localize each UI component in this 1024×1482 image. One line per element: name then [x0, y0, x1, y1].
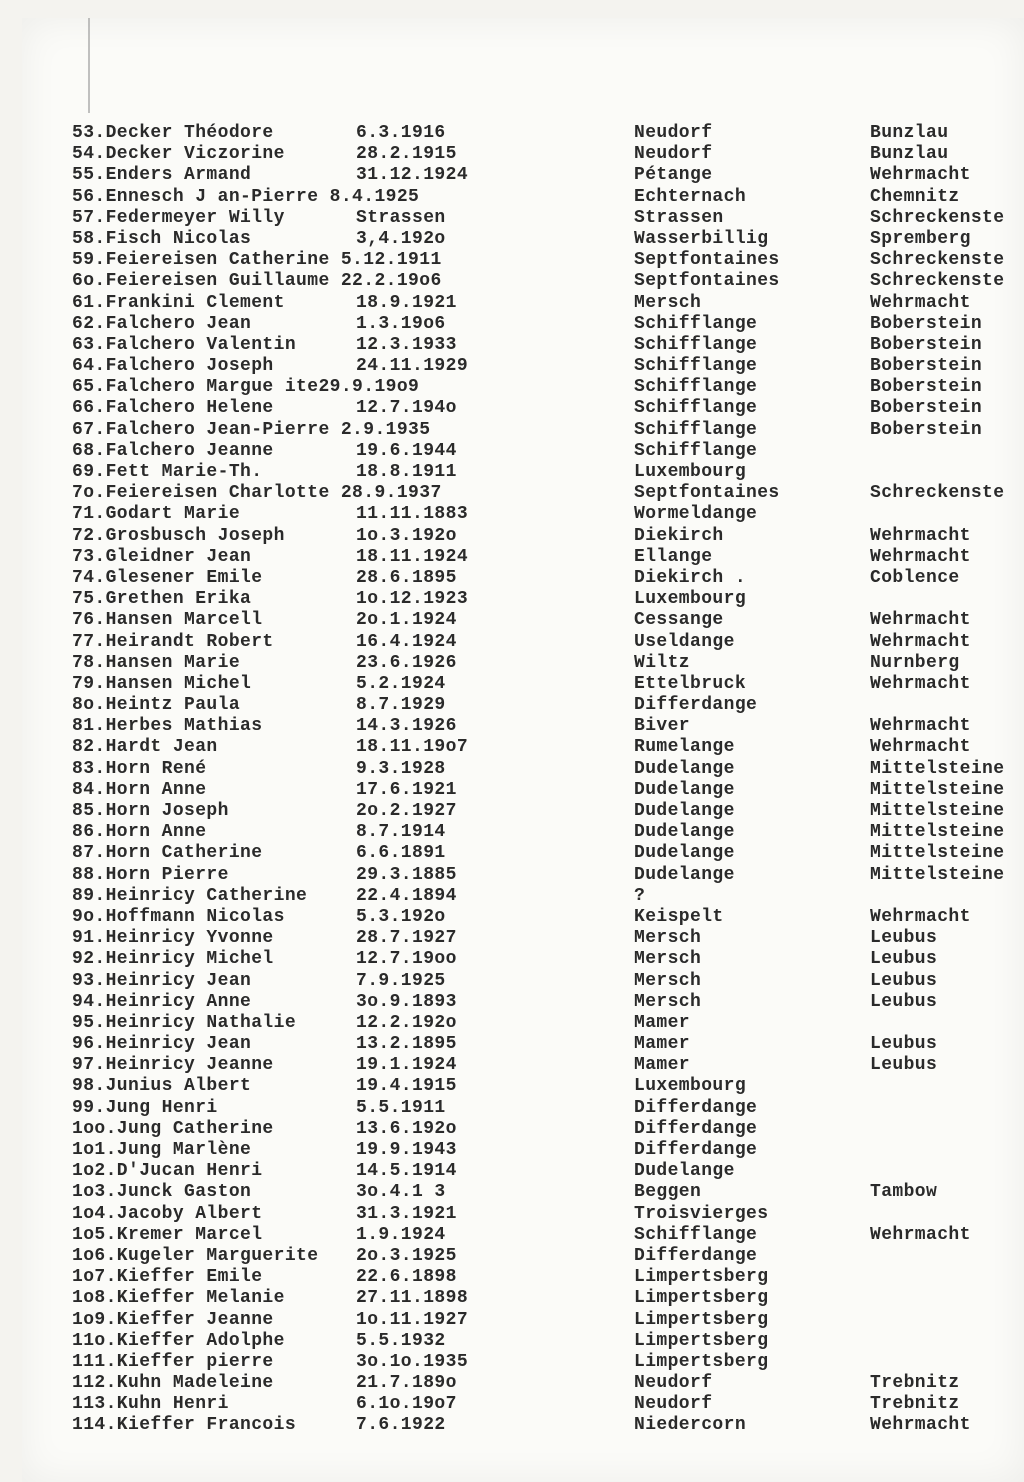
row-date: 7.9.1925	[356, 970, 446, 991]
row-name: 1o4.Jacoby Albert	[72, 1203, 263, 1224]
row-dest: Nurnberg	[870, 652, 960, 673]
row-place: Differdange	[634, 1245, 758, 1266]
row-name: 86.Horn Anne	[72, 822, 207, 843]
list-row	[22, 971, 1024, 992]
row-place: Septfontaines	[634, 250, 780, 271]
row-dest: Mittelsteine	[870, 822, 1005, 843]
row-name: 6o.Feiereisen Guillaume 22.2.19o6	[72, 271, 442, 292]
row-name: 66.Falchero Helene	[72, 398, 274, 419]
row-place: Dudelange	[634, 864, 735, 885]
row-dest: Bunzlau	[870, 144, 949, 165]
row-date: 17.6.1921	[356, 779, 457, 800]
list-row	[22, 822, 1024, 843]
row-dest: Mittelsteine	[870, 843, 1005, 864]
row-date: 19.6.1944	[356, 440, 457, 461]
row-dest: Mittelsteine	[870, 779, 1005, 800]
row-name: 1o5.Kremer Marcel	[72, 1224, 263, 1245]
row-date: 18.9.1921	[356, 292, 457, 313]
row-name: 57.Federmeyer Willy	[72, 207, 285, 228]
row-dest: Boberstein	[870, 377, 983, 398]
row-place: Limpertsberg	[634, 1330, 769, 1351]
list-row	[22, 949, 1024, 970]
row-name: 71.Godart Marie	[72, 504, 241, 525]
row-place: Schifflange	[634, 313, 758, 334]
row-name: 112.Kuhn Madeleine	[72, 1373, 274, 1394]
row-date: 8.7.1929	[356, 695, 446, 716]
list-row	[22, 886, 1024, 907]
row-name: 84.Horn Anne	[72, 779, 207, 800]
list-row	[22, 737, 1024, 758]
row-date: 28.2.1915	[356, 144, 457, 165]
row-name: 11o.Kieffer Adolphe	[72, 1330, 285, 1351]
row-date: 3o.4.1 3	[356, 1182, 446, 1203]
list-row	[22, 1373, 1024, 1394]
list-row	[22, 1246, 1024, 1267]
row-name: 79.Hansen Michel	[72, 673, 252, 694]
row-place: Differdange	[634, 695, 758, 716]
row-place: Troisvierges	[634, 1203, 769, 1224]
row-place: Wasserbillig	[634, 228, 769, 249]
row-date: 2o.1.1924	[356, 610, 457, 631]
row-dest: Chemnitz	[870, 186, 960, 207]
row-name: 75.Grethen Erika	[72, 589, 252, 610]
row-dest: Leubus	[870, 928, 938, 949]
row-dest: Boberstein	[870, 334, 983, 355]
row-name: 78.Hansen Marie	[72, 652, 241, 673]
row-place: Dudelange	[634, 779, 735, 800]
row-dest: Mittelsteine	[870, 864, 1005, 885]
row-place: Echternach	[634, 186, 747, 207]
binding-mark	[88, 18, 90, 113]
row-dest: Boberstein	[870, 313, 983, 334]
row-name: 63.Falchero Valentin	[72, 334, 297, 355]
row-place: Strassen	[634, 207, 724, 228]
row-name: 111.Kieffer pierre	[72, 1351, 274, 1372]
row-date: 8.7.1914	[356, 822, 446, 843]
row-place: Neudorf	[634, 123, 713, 143]
row-dest: Wehrmacht	[870, 165, 971, 186]
deportee-list	[22, 123, 1024, 1437]
row-date: 19.4.1915	[356, 1076, 457, 1097]
row-name: 91.Heinricy Yvonne	[72, 928, 274, 949]
row-name: 53.Decker Théodore	[72, 123, 274, 143]
row-date: 23.6.1926	[356, 652, 457, 673]
row-place: Dudelange	[634, 822, 735, 843]
row-date: 2o.2.1927	[356, 801, 457, 821]
row-dest: Wehrmacht	[870, 737, 971, 758]
row-dest: Tambow	[870, 1182, 938, 1203]
list-row	[22, 780, 1024, 801]
row-place: Schifflange	[634, 440, 758, 461]
list-row	[22, 144, 1024, 165]
list-row	[22, 1310, 1024, 1331]
row-name: 55.Enders Armand	[72, 165, 252, 186]
row-place: Cessange	[634, 610, 724, 631]
row-name: 83.Horn René	[72, 758, 207, 779]
row-name: 1o8.Kieffer Melanie	[72, 1288, 285, 1309]
row-date: 18.8.1911	[356, 462, 457, 482]
row-dest: Leubus	[870, 949, 938, 970]
row-date: 1.9.1924	[356, 1224, 446, 1245]
row-name: 87.Horn Catherine	[72, 843, 263, 864]
list-row	[22, 1161, 1024, 1182]
row-name: 76.Hansen Marcell	[72, 610, 263, 631]
row-dest: Schreckenste	[870, 207, 1005, 228]
row-name: 73.Gleidner Jean	[72, 546, 252, 567]
row-dest: Bunzlau	[870, 123, 949, 143]
row-dest: Wehrmacht	[870, 906, 971, 927]
row-place: Limpertsberg	[634, 1309, 769, 1330]
list-row	[22, 123, 1024, 144]
row-place: Mersch	[634, 928, 702, 949]
list-row	[22, 610, 1024, 631]
row-place: Mersch	[634, 970, 702, 991]
row-name: 1oo.Jung Catherine	[72, 1118, 274, 1139]
row-dest: Wehrmacht	[870, 292, 971, 313]
list-row	[22, 1013, 1024, 1034]
row-place: Dudelange	[634, 843, 735, 864]
row-name: 85.Horn Joseph	[72, 801, 229, 821]
row-place: Limpertsberg	[634, 1351, 769, 1372]
row-dest: Schreckenste	[870, 250, 1005, 271]
list-row	[22, 250, 1024, 271]
row-dest: Boberstein	[870, 356, 983, 377]
list-row	[22, 1288, 1024, 1309]
list-row	[22, 1182, 1024, 1203]
row-place: Dudelange	[634, 1161, 735, 1182]
row-name: 68.Falchero Jeanne	[72, 440, 274, 461]
row-dest: Wehrmacht	[870, 546, 971, 567]
row-name: 97.Heinricy Jeanne	[72, 1055, 274, 1076]
row-date: 21.7.189o	[356, 1373, 457, 1394]
list-row	[22, 674, 1024, 695]
row-dest: Mittelsteine	[870, 758, 1005, 779]
row-dest: Leubus	[870, 970, 938, 991]
row-dest: Wehrmacht	[870, 610, 971, 631]
row-date: 31.3.1921	[356, 1203, 457, 1224]
list-row	[22, 271, 1024, 292]
row-dest: Wehrmacht	[870, 631, 971, 652]
row-place: Mamer	[634, 1012, 691, 1033]
row-place: Diekirch .	[634, 567, 747, 588]
list-row	[22, 1140, 1024, 1161]
row-name: 64.Falchero Joseph	[72, 356, 274, 377]
row-dest: Trebnitz	[870, 1394, 960, 1415]
row-name: 1o1.Jung Marlène	[72, 1140, 252, 1160]
row-date: 14.5.1914	[356, 1161, 457, 1182]
row-place: Neudorf	[634, 1394, 713, 1415]
list-row	[22, 377, 1024, 398]
row-place: Dudelange	[634, 758, 735, 779]
list-row	[22, 462, 1024, 483]
list-row	[22, 526, 1024, 547]
row-date: 6.1o.19o7	[356, 1394, 457, 1415]
row-name: 99.Jung Henri	[72, 1097, 218, 1118]
row-dest: Wehrmacht	[870, 1224, 971, 1245]
row-name: 54.Decker Viczorine	[72, 144, 285, 165]
row-place: Wiltz	[634, 652, 691, 673]
row-name: 1o7.Kieffer Emile	[72, 1267, 263, 1288]
row-place: Biver	[634, 716, 691, 737]
list-row	[22, 547, 1024, 568]
row-dest: Wehrmacht	[870, 716, 971, 737]
row-date: 1o.3.192o	[356, 525, 457, 546]
row-date: 18.11.19o7	[356, 737, 469, 758]
list-row	[22, 1098, 1024, 1119]
list-row	[22, 632, 1024, 653]
row-place: Dudelange	[634, 801, 735, 821]
row-name: 1o3.Junck Gaston	[72, 1182, 252, 1203]
list-row	[22, 1415, 1024, 1436]
list-row	[22, 293, 1024, 314]
row-date: Strassen	[356, 207, 446, 228]
row-date: 1o.12.1923	[356, 589, 469, 610]
row-place: Limpertsberg	[634, 1288, 769, 1309]
row-place: Diekirch	[634, 525, 724, 546]
row-place: Ellange	[634, 546, 713, 567]
list-row	[22, 992, 1024, 1013]
row-place: Mersch	[634, 991, 702, 1012]
row-date: 13.2.1895	[356, 1034, 457, 1055]
row-date: 7.6.1922	[356, 1415, 446, 1436]
row-date: 11.11.1883	[356, 504, 469, 525]
row-date: 6.3.1916	[356, 123, 446, 143]
row-date: 12.3.1933	[356, 334, 457, 355]
row-name: 94.Heinricy Anne	[72, 991, 252, 1012]
row-date: 9.3.1928	[356, 758, 446, 779]
list-row	[22, 356, 1024, 377]
row-date: 12.7.19oo	[356, 949, 457, 970]
list-row	[22, 843, 1024, 864]
row-name: 77.Heirandt Robert	[72, 631, 274, 652]
row-name: 93.Heinricy Jean	[72, 970, 252, 991]
row-name: 8o.Heintz Paula	[72, 695, 241, 716]
row-name: 7o.Feiereisen Charlotte 28.9.1937	[72, 483, 442, 504]
row-name: 59.Feiereisen Catherine 5.12.1911	[72, 250, 442, 271]
row-place: Luxembourg	[634, 589, 747, 610]
row-place: Mamer	[634, 1055, 691, 1076]
row-name: 82.Hardt Jean	[72, 737, 218, 758]
row-dest: Leubus	[870, 991, 938, 1012]
row-dest: Leubus	[870, 1034, 938, 1055]
row-place: Luxembourg	[634, 462, 747, 482]
row-date: 18.11.1924	[356, 546, 469, 567]
list-row	[22, 483, 1024, 504]
row-name: 96.Heinricy Jean	[72, 1034, 252, 1055]
row-place: Schifflange	[634, 398, 758, 419]
row-place: Neudorf	[634, 1373, 713, 1394]
row-place: Differdange	[634, 1140, 758, 1160]
row-name: 98.Junius Albert	[72, 1076, 252, 1097]
row-place: Schifflange	[634, 419, 758, 440]
row-name: 69.Fett Marie-Th.	[72, 462, 263, 482]
list-row	[22, 504, 1024, 525]
list-row	[22, 589, 1024, 610]
list-row	[22, 441, 1024, 462]
row-name: 114.Kieffer Francois	[72, 1415, 297, 1436]
list-row	[22, 187, 1024, 208]
row-date: 22.6.1898	[356, 1267, 457, 1288]
row-place: Schifflange	[634, 334, 758, 355]
row-place: Keispelt	[634, 906, 724, 927]
row-dest: Coblence	[870, 567, 960, 588]
list-row	[22, 653, 1024, 674]
row-dest: Wehrmacht	[870, 525, 971, 546]
row-place: Limpertsberg	[634, 1267, 769, 1288]
row-date: 24.11.1929	[356, 356, 469, 377]
row-date: 5.5.1911	[356, 1097, 446, 1118]
row-place: Schifflange	[634, 377, 758, 398]
row-place: Septfontaines	[634, 483, 780, 504]
row-date: 1o.11.1927	[356, 1309, 469, 1330]
row-date: 3,4.192o	[356, 228, 446, 249]
row-date: 12.2.192o	[356, 1012, 457, 1033]
row-place: Wormeldange	[634, 504, 758, 525]
document-page	[22, 18, 1024, 1482]
list-row	[22, 801, 1024, 822]
row-place: Schifflange	[634, 356, 758, 377]
row-place: Pétange	[634, 165, 713, 186]
row-dest: Schreckenste	[870, 483, 1005, 504]
list-row	[22, 1394, 1024, 1415]
list-row	[22, 695, 1024, 716]
row-date: 29.3.1885	[356, 864, 457, 885]
row-place: Mersch	[634, 949, 702, 970]
row-name: 58.Fisch Nicolas	[72, 228, 252, 249]
list-row	[22, 1331, 1024, 1352]
row-place: ?	[634, 885, 646, 906]
list-row	[22, 1352, 1024, 1373]
row-date: 28.7.1927	[356, 928, 457, 949]
row-name: 89.Heinricy Catherine	[72, 885, 308, 906]
row-name: 1o9.Kieffer Jeanne	[72, 1309, 274, 1330]
row-place: Mamer	[634, 1034, 691, 1055]
list-row	[22, 165, 1024, 186]
row-dest: Wehrmacht	[870, 673, 971, 694]
row-name: 81.Herbes Mathias	[72, 716, 263, 737]
row-place: Septfontaines	[634, 271, 780, 292]
list-row	[22, 314, 1024, 335]
list-row	[22, 1119, 1024, 1140]
row-place: Schifflange	[634, 1224, 758, 1245]
list-row	[22, 335, 1024, 356]
row-dest: Boberstein	[870, 419, 983, 440]
list-row	[22, 907, 1024, 928]
row-date: 31.12.1924	[356, 165, 469, 186]
list-row	[22, 928, 1024, 949]
row-date: 3o.9.1893	[356, 991, 457, 1012]
row-date: 6.6.1891	[356, 843, 446, 864]
list-row	[22, 1055, 1024, 1076]
row-date: 3o.1o.1935	[356, 1351, 469, 1372]
row-dest: Leubus	[870, 1055, 938, 1076]
row-name: 88.Horn Pierre	[72, 864, 229, 885]
row-name: 56.Ennesch J an-Pierre 8.4.1925	[72, 186, 420, 207]
row-dest: Spremberg	[870, 228, 971, 249]
row-date: 19.1.1924	[356, 1055, 457, 1076]
list-row	[22, 1076, 1024, 1097]
row-name: 113.Kuhn Henri	[72, 1394, 229, 1415]
row-place: Luxembourg	[634, 1076, 747, 1097]
row-date: 1.3.19o6	[356, 313, 446, 334]
row-name: 95.Heinricy Nathalie	[72, 1012, 297, 1033]
list-row	[22, 568, 1024, 589]
list-row	[22, 1267, 1024, 1288]
row-name: 74.Glesener Emile	[72, 567, 263, 588]
row-dest: Schreckenste	[870, 271, 1005, 292]
row-name: 1o2.D'Jucan Henri	[72, 1161, 263, 1182]
row-place: Differdange	[634, 1118, 758, 1139]
row-date: 5.5.1932	[356, 1330, 446, 1351]
row-place: Niedercorn	[634, 1415, 747, 1436]
row-date: 12.7.194o	[356, 398, 457, 419]
row-dest: Trebnitz	[870, 1373, 960, 1394]
row-name: 61.Frankini Clement	[72, 292, 285, 313]
list-row	[22, 759, 1024, 780]
row-place: Useldange	[634, 631, 735, 652]
list-row	[22, 1225, 1024, 1246]
list-row	[22, 716, 1024, 737]
row-date: 27.11.1898	[356, 1288, 469, 1309]
row-place: Rumelange	[634, 737, 735, 758]
row-dest: Mittelsteine	[870, 801, 1005, 821]
row-date: 2o.3.1925	[356, 1245, 457, 1266]
row-name: 9o.Hoffmann Nicolas	[72, 906, 285, 927]
list-row	[22, 865, 1024, 886]
row-place: Ettelbruck	[634, 673, 747, 694]
list-row	[22, 229, 1024, 250]
row-date: 14.3.1926	[356, 716, 457, 737]
list-row	[22, 1204, 1024, 1225]
row-name: 72.Grosbusch Joseph	[72, 525, 285, 546]
row-dest: Wehrmacht	[870, 1415, 971, 1436]
row-place: Mersch	[634, 292, 702, 313]
list-row	[22, 420, 1024, 441]
list-row	[22, 208, 1024, 229]
row-name: 62.Falchero Jean	[72, 313, 252, 334]
row-name: 92.Heinricy Michel	[72, 949, 274, 970]
row-date: 13.6.192o	[356, 1118, 457, 1139]
list-row	[22, 398, 1024, 419]
row-date: 19.9.1943	[356, 1140, 457, 1160]
row-place: Beggen	[634, 1182, 702, 1203]
row-date: 28.6.1895	[356, 567, 457, 588]
row-date: 5.2.1924	[356, 673, 446, 694]
row-date: 22.4.1894	[356, 885, 457, 906]
row-place: Differdange	[634, 1097, 758, 1118]
row-name: 1o6.Kugeler Marguerite	[72, 1245, 319, 1266]
row-name: 67.Falchero Jean-Pierre 2.9.1935	[72, 419, 431, 440]
row-date: 16.4.1924	[356, 631, 457, 652]
row-dest: Boberstein	[870, 398, 983, 419]
row-place: Neudorf	[634, 144, 713, 165]
list-row	[22, 1034, 1024, 1055]
row-date: 5.3.192o	[356, 906, 446, 927]
row-name: 65.Falchero Margue ite29.9.19o9	[72, 377, 420, 398]
